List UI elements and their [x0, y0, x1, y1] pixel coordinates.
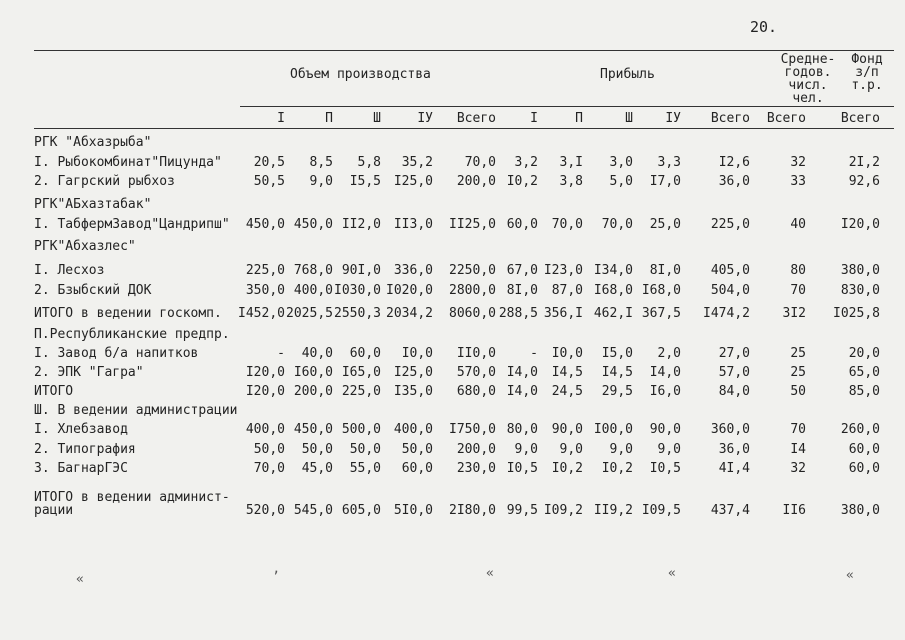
scan-mark: « — [486, 566, 494, 581]
table-cell: 9,0 — [514, 442, 538, 457]
table-cell: 437,4 — [710, 503, 750, 518]
table-cell: 24,5 — [551, 384, 583, 399]
table-cell: 50,5 — [253, 174, 285, 189]
section-heading: П.Республиканские предпр. — [34, 327, 230, 342]
table-row — [0, 442, 905, 460]
table-cell: 57,0 — [718, 365, 750, 380]
table-cell: 90,0 — [551, 422, 583, 437]
table-cell: 60,0 — [401, 461, 433, 476]
table-cell: II3,0 — [393, 217, 433, 232]
table-cell: 25 — [790, 365, 806, 380]
table-cell: 67,0 — [506, 263, 538, 278]
table-cell: I00,0 — [593, 422, 633, 437]
table-cell: 400,0 — [245, 422, 285, 437]
table-cell: I4 — [790, 442, 806, 457]
table-cell: 3I2 — [782, 306, 806, 321]
table-cell: 90I,0 — [341, 263, 381, 278]
table-cell: 29,5 — [601, 384, 633, 399]
table-cell: 36,0 — [718, 174, 750, 189]
table-cell: 3,2 — [514, 155, 538, 170]
table-cell: 3,3 — [657, 155, 681, 170]
table-cell: 3,8 — [559, 174, 583, 189]
table-cell: I020,0 — [386, 283, 433, 298]
table-cell: 90,0 — [649, 422, 681, 437]
table-cell: 70 — [790, 283, 806, 298]
table-cell: 65,0 — [848, 365, 880, 380]
table-cell: I09,5 — [641, 503, 681, 518]
table-cell: 36,0 — [718, 442, 750, 457]
table-cell: 350,0 — [245, 283, 285, 298]
section-heading: РГК"Абхазлес" — [34, 239, 136, 254]
row-label: рации — [34, 503, 74, 518]
table-cell: I5,5 — [349, 174, 381, 189]
table-cell: 20,0 — [848, 346, 880, 361]
table-cell: I25,0 — [393, 365, 433, 380]
row-label: I. Завод б/а напитков — [34, 346, 199, 361]
table-cell: I0,0 — [551, 346, 583, 361]
table-cell: I452,0 — [238, 306, 285, 321]
table-cell: 225,0 — [710, 217, 750, 232]
table-cell: 225,0 — [341, 384, 381, 399]
row-label: ИТОГО в ведении госкомп. — [34, 306, 222, 321]
table-cell: I4,0 — [649, 365, 681, 380]
table-cell: 2025,5 — [286, 306, 333, 321]
table-cell: 830,0 — [840, 283, 880, 298]
scan-mark: « — [846, 568, 854, 583]
table-cell: I0,0 — [401, 346, 433, 361]
header-avg-staff: Средне- годов. числ. чел. — [780, 52, 836, 106]
table-cell: 380,0 — [840, 503, 880, 518]
table-cell: I20,0 — [245, 384, 285, 399]
column-header: Всего — [766, 111, 806, 126]
table-row — [0, 346, 905, 364]
table-cell: 70,0 — [601, 217, 633, 232]
table-cell: 45,0 — [301, 461, 333, 476]
table-cell: 768,0 — [293, 263, 333, 278]
table-cell: I68,0 — [641, 283, 681, 298]
table-cell: I0,2 — [551, 461, 583, 476]
scan-mark: ʼ — [272, 570, 280, 585]
table-cell: 50,0 — [301, 442, 333, 457]
table-cell: 9,0 — [559, 442, 583, 457]
table-cell: I030,0 — [334, 283, 381, 298]
table-cell: I09,2 — [543, 503, 583, 518]
table-cell: I23,0 — [543, 263, 583, 278]
column-header: I — [530, 111, 538, 126]
table-cell: 8I,0 — [649, 263, 681, 278]
scan-mark: « — [76, 572, 84, 587]
table-cell: I7,0 — [649, 174, 681, 189]
table-cell: 500,0 — [341, 422, 381, 437]
section-heading: РГК"АБхазтабак" — [34, 197, 152, 212]
table-cell: 40,0 — [301, 346, 333, 361]
table-top-rule — [34, 50, 894, 51]
table-cell: 70,0 — [253, 461, 285, 476]
column-header: П — [575, 111, 583, 126]
table-cell: 8I,0 — [506, 283, 538, 298]
table-cell: 367,5 — [641, 306, 681, 321]
header-fund: Фонд з/п т.р. — [851, 52, 883, 93]
final-total-label: ИТОГО в ведении админист- — [34, 490, 230, 505]
column-header: П — [325, 111, 333, 126]
table-cell: 5,0 — [609, 174, 633, 189]
table-cell: 462,I — [593, 306, 633, 321]
table-cell: 50,0 — [253, 442, 285, 457]
table-cell: 2I80,0 — [449, 503, 496, 518]
section-heading: Ш. В ведении администрации — [34, 403, 238, 418]
table-cell: 9,0 — [609, 442, 633, 457]
table-cell: 50 — [790, 384, 806, 399]
table-cell: 32 — [790, 461, 806, 476]
table-cell: 85,0 — [848, 384, 880, 399]
table-row — [0, 306, 905, 324]
table-cell: I35,0 — [393, 384, 433, 399]
column-header-rule — [34, 128, 894, 129]
row-label: 2. Гагрский рыбхоз — [34, 174, 175, 189]
table-cell: 8060,0 — [449, 306, 496, 321]
table-cell: 60,0 — [506, 217, 538, 232]
table-cell: 80 — [790, 263, 806, 278]
table-cell: I68,0 — [593, 283, 633, 298]
table-cell: 84,0 — [718, 384, 750, 399]
table-cell: II9,2 — [593, 503, 633, 518]
table-cell: 260,0 — [840, 422, 880, 437]
table-cell: 450,0 — [293, 217, 333, 232]
table-cell: 4I,4 — [718, 461, 750, 476]
table-cell: 504,0 — [710, 283, 750, 298]
column-header: I — [277, 111, 285, 126]
row-label: 2. Бзыбский ДОК — [34, 283, 152, 298]
table-cell: 70,0 — [551, 217, 583, 232]
scan-mark: « — [668, 566, 676, 581]
row-label: 2. ЭПК "Гагра" — [34, 365, 144, 380]
table-cell: I750,0 — [449, 422, 496, 437]
table-cell: 60,0 — [848, 442, 880, 457]
table-cell: I6,0 — [649, 384, 681, 399]
table-cell: I2,6 — [718, 155, 750, 170]
table-cell: 8,5 — [309, 155, 333, 170]
table-cell: II2,0 — [341, 217, 381, 232]
table-cell: 2800,0 — [449, 283, 496, 298]
table-cell: 50,0 — [349, 442, 381, 457]
table-cell: 92,6 — [848, 174, 880, 189]
header-sub-rule — [240, 106, 894, 107]
table-cell: - — [530, 346, 538, 361]
table-cell: 225,0 — [245, 263, 285, 278]
table-cell: 2550,3 — [334, 306, 381, 321]
table-row — [0, 217, 905, 235]
section-heading: РГК "Абхазрыба" — [34, 135, 152, 150]
table-cell: 50,0 — [401, 442, 433, 457]
row-label: 3. БагнарГЭС — [34, 461, 128, 476]
table-cell: 60,0 — [349, 346, 381, 361]
table-cell: 60,0 — [848, 461, 880, 476]
table-cell: I0,5 — [649, 461, 681, 476]
table-cell: I0,2 — [601, 461, 633, 476]
table-cell: 87,0 — [551, 283, 583, 298]
table-cell: 70 — [790, 422, 806, 437]
header-volume: Объем производства — [290, 67, 431, 82]
column-header: Всего — [710, 111, 750, 126]
table-row — [0, 365, 905, 383]
table-cell: II25,0 — [449, 217, 496, 232]
table-cell: 3,0 — [609, 155, 633, 170]
table-cell: 545,0 — [293, 503, 333, 518]
column-header: Всего — [840, 111, 880, 126]
table-cell: 33 — [790, 174, 806, 189]
table-cell: 570,0 — [456, 365, 496, 380]
table-cell: I4,0 — [506, 365, 538, 380]
page-number: 20. — [750, 18, 778, 36]
table-cell: I5,0 — [601, 346, 633, 361]
header-profit: Прибыль — [600, 67, 655, 82]
table-cell: 288,5 — [498, 306, 538, 321]
table-cell: I20,0 — [840, 217, 880, 232]
table-cell: 9,0 — [309, 174, 333, 189]
table-cell: 336,0 — [393, 263, 433, 278]
table-cell: 605,0 — [341, 503, 381, 518]
table-cell: I4,5 — [551, 365, 583, 380]
row-label: I. Табферм3авод"Цандрипш" — [34, 217, 230, 232]
table-cell: 5I0,0 — [393, 503, 433, 518]
table-cell: I65,0 — [341, 365, 381, 380]
table-cell: 2,0 — [657, 346, 681, 361]
table-cell: 356,I — [543, 306, 583, 321]
table-cell: 25 — [790, 346, 806, 361]
table-cell: 55,0 — [349, 461, 381, 476]
table-cell: 360,0 — [710, 422, 750, 437]
table-cell: 400,0 — [393, 422, 433, 437]
table-cell: 70,0 — [464, 155, 496, 170]
table-cell: I20,0 — [245, 365, 285, 380]
column-header: Ш — [625, 111, 633, 126]
table-cell: 9,0 — [657, 442, 681, 457]
table-cell: - — [277, 346, 285, 361]
table-cell: 450,0 — [293, 422, 333, 437]
table-row — [0, 155, 905, 173]
table-row — [0, 384, 905, 402]
table-row — [0, 503, 905, 521]
table-cell: 200,0 — [456, 174, 496, 189]
column-header: IУ — [417, 111, 433, 126]
table-cell: I60,0 — [293, 365, 333, 380]
table-row — [0, 263, 905, 281]
table-row — [0, 174, 905, 192]
table-cell: 32 — [790, 155, 806, 170]
column-header: Ш — [373, 111, 381, 126]
table-cell: 520,0 — [245, 503, 285, 518]
table-row — [0, 422, 905, 440]
table-cell: 680,0 — [456, 384, 496, 399]
table-cell: 25,0 — [649, 217, 681, 232]
table-cell: 80,0 — [506, 422, 538, 437]
table-cell: I4,5 — [601, 365, 633, 380]
table-cell: 27,0 — [718, 346, 750, 361]
table-cell: 99,5 — [506, 503, 538, 518]
table-cell: II0,0 — [456, 346, 496, 361]
table-cell: 200,0 — [293, 384, 333, 399]
table-cell: 400,0 — [293, 283, 333, 298]
table-cell: 2250,0 — [449, 263, 496, 278]
table-cell: I0,5 — [506, 461, 538, 476]
table-cell: I25,0 — [393, 174, 433, 189]
table-cell: 3,I — [559, 155, 583, 170]
table-cell: 35,2 — [401, 155, 433, 170]
table-cell: 380,0 — [840, 263, 880, 278]
table-cell: 2I,2 — [848, 155, 880, 170]
column-header: IУ — [665, 111, 681, 126]
table-cell: 5,8 — [357, 155, 381, 170]
table-cell: 230,0 — [456, 461, 496, 476]
column-header: Всего — [456, 111, 496, 126]
row-label: ИТОГО — [34, 384, 74, 399]
table-cell: II6 — [782, 503, 806, 518]
table-cell: I0,2 — [506, 174, 538, 189]
table-cell: I34,0 — [593, 263, 633, 278]
table-cell: I025,8 — [833, 306, 880, 321]
table-cell: 20,5 — [253, 155, 285, 170]
row-label: I. Лесхоз — [34, 263, 105, 278]
table-cell: 450,0 — [245, 217, 285, 232]
table-cell: I4,0 — [506, 384, 538, 399]
table-cell: I474,2 — [703, 306, 750, 321]
row-label: 2. Типография — [34, 442, 136, 457]
table-cell: 200,0 — [456, 442, 496, 457]
table-row — [0, 461, 905, 479]
table-cell: 2034,2 — [386, 306, 433, 321]
table-cell: 405,0 — [710, 263, 750, 278]
table-row — [0, 283, 905, 301]
row-label: I. Рыбокомбинат"Пицунда" — [34, 155, 222, 170]
row-label: I. Хлебзавод — [34, 422, 128, 437]
table-cell: 40 — [790, 217, 806, 232]
